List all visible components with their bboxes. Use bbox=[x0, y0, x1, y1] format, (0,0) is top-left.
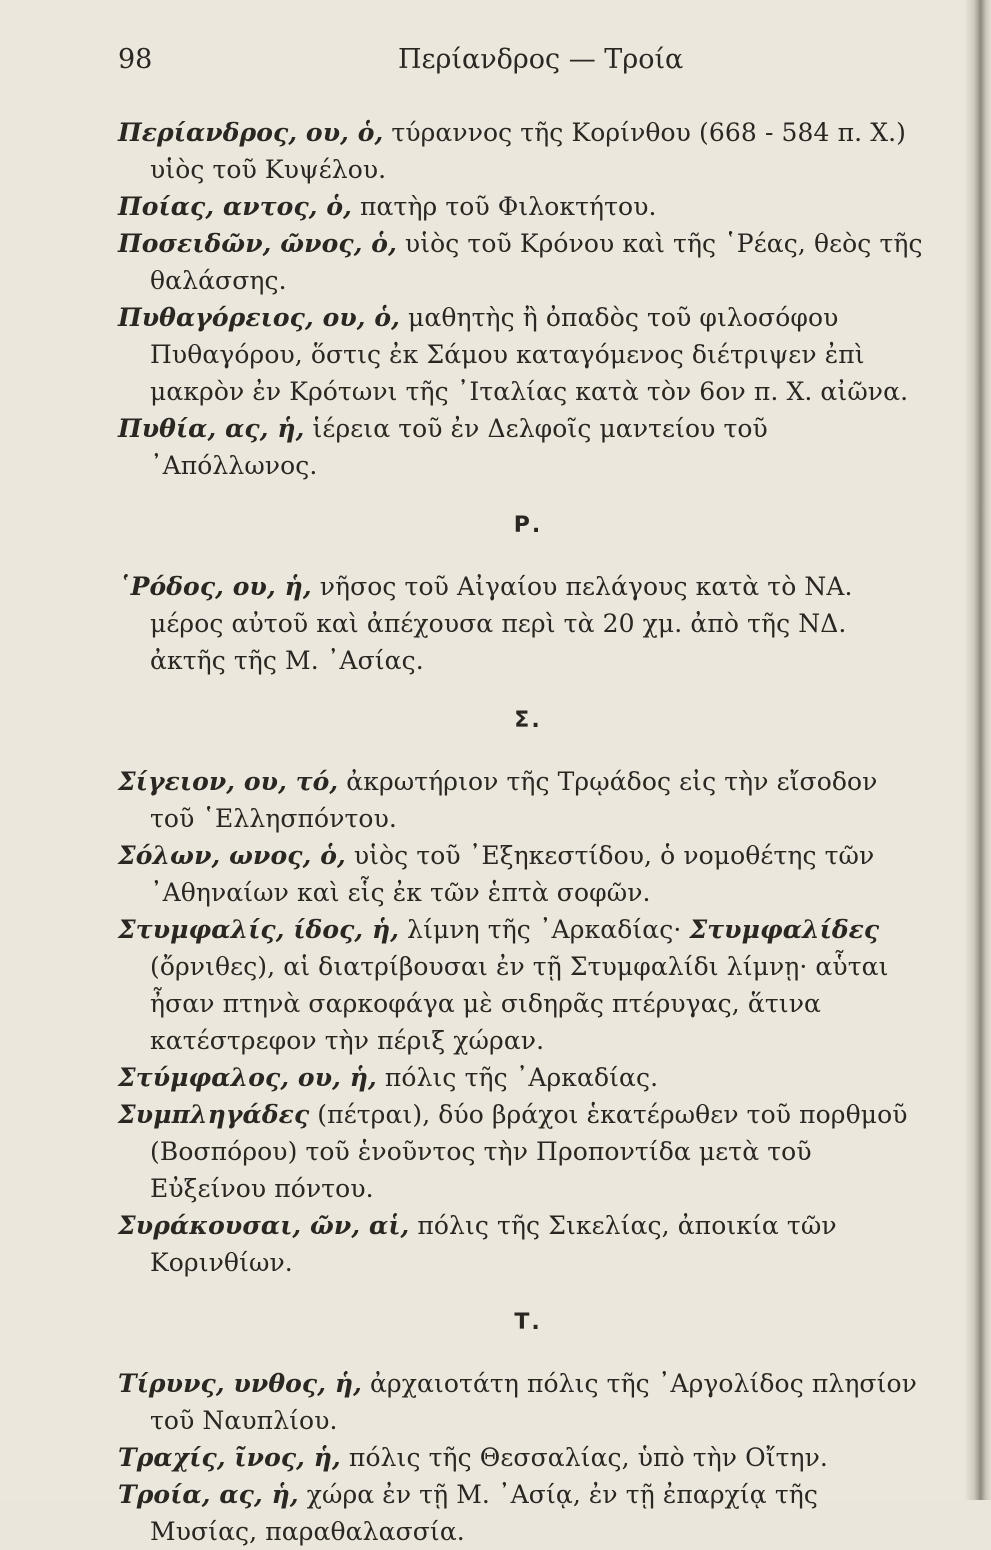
headword: Τραχίς, ῖνος, ἡ, bbox=[118, 1443, 341, 1472]
entry-syrakousai bbox=[118, 1207, 928, 1281]
definition: νῆσος τοῦ Αἰγαίου πελάγους κατὰ τὸ ΝΑ. μέρος αὐτοῦ καὶ ἀπέχουσα περὶ τὰ 20 χμ. ἀπὸ τῆς ΝΔ. ἀκτῆς τῆς Μ. ᾽Ασίας. bbox=[150, 572, 853, 675]
section-letter-sigma: Σ. bbox=[514, 708, 542, 733]
headword: Συράκουσαι, ῶν, αἱ, bbox=[118, 1211, 410, 1240]
headword: ῾Ρόδος, ου, ἡ, bbox=[118, 572, 312, 601]
definition: τύραννος τῆς Κορίνθου (668 - 584 π. Χ.) υἱὸς τοῦ Κυψέλου. bbox=[150, 118, 907, 184]
entry-pythia bbox=[118, 410, 928, 484]
section-letter-rho: Ρ. bbox=[513, 513, 543, 538]
entry-poias bbox=[118, 188, 928, 225]
running-head: Περίανδρος — Τροία bbox=[398, 44, 684, 75]
inline-headword: Στυμφαλίδες bbox=[689, 915, 880, 944]
headword: Πυθία, ας, ἡ, bbox=[118, 414, 305, 443]
entry-poseidon bbox=[118, 225, 928, 299]
section-letter-tau: Τ. bbox=[514, 1310, 542, 1335]
definition: (πέτραι), δύο βράχοι ἑκατέρωθεν τοῦ πορθμοῦ (Βοσπόρου) τοῦ ἑνοῦντος τὴν Προποντίδα μετὰ τοῦ Εὐξείνου πόντου. bbox=[150, 1100, 908, 1203]
headword: Τίρυνς, υνθος, ἡ, bbox=[118, 1369, 362, 1398]
definition: ἀρχαιοτάτη πόλις τῆς ᾽Αργολίδος πλησίον τοῦ Ναυπλίου. bbox=[150, 1369, 917, 1435]
entry-tiryns bbox=[118, 1365, 928, 1439]
definition: μαθητὴς ἢ ὀπαδὸς τοῦ φιλοσόφου Πυθαγόρου, ὅστις ἐκ Σάμου καταγόμενος διέτριψεν ἐπὶ μακρὸν ἐν Κρότωνι τῆς ᾽Ιταλίας κατὰ τὸν 6ον π. Χ. αἰῶνα. bbox=[150, 303, 909, 406]
page-header bbox=[118, 44, 918, 84]
entry-solon bbox=[118, 837, 928, 911]
entry-stymphalis bbox=[118, 911, 928, 1059]
headword: Στυμφαλίς, ίδος, ἡ, bbox=[118, 915, 400, 944]
headword: Ποίας, αντος, ὁ, bbox=[118, 192, 352, 221]
entry-symplegades bbox=[118, 1096, 928, 1207]
definition: χώρα ἐν τῇ Μ. ᾽Ασίᾳ, ἐν τῇ ἐπαρχίᾳ τῆς Μυσίας, παραθαλασσία. bbox=[150, 1480, 818, 1546]
headword: Σίγειον, ου, τό, bbox=[118, 767, 339, 796]
headword: Πυθαγόρειος, ου, ὁ, bbox=[118, 303, 400, 332]
entry-stymphalos bbox=[118, 1059, 928, 1096]
definition: υἱὸς τοῦ ᾽Εξηκεστίδου, ὁ νομοθέτης τῶν ᾽Αθηναίων καὶ εἷς ἐκ τῶν ἑπτὰ σοφῶν. bbox=[150, 841, 875, 907]
headword: Σόλων, ωνος, ὁ, bbox=[118, 841, 346, 870]
page-number: 98 bbox=[118, 44, 153, 75]
headword: Περίανδρος, ου, ὁ, bbox=[118, 118, 384, 147]
definition: ἱέρεια τοῦ ἐν Δελφοῖς μαντείου τοῦ ᾽Απόλλωνος. bbox=[150, 414, 768, 480]
definition: ἀκρωτήριον τῆς Τρῳάδος εἰς τὴν εἴσοδον τοῦ ῾Ελλησπόντου. bbox=[150, 767, 878, 833]
definition: υἱὸς τοῦ Κρόνου καὶ τῆς ῾Ρέας, θεὸς τῆς θαλάσσης. bbox=[150, 229, 923, 295]
headword: Τροία, ας, ἡ, bbox=[118, 1480, 299, 1509]
definition: πατὴρ τοῦ Φιλοκτήτου. bbox=[351, 192, 657, 221]
definition: πόλις τῆς Θεσσαλίας, ὑπὸ τὴν Οἴτην. bbox=[340, 1443, 828, 1472]
entry-sigeion bbox=[118, 763, 928, 837]
entry-rhodos bbox=[118, 568, 928, 679]
headword: Συμπληγάδες bbox=[118, 1100, 310, 1129]
definition-continued: (ὄρνιθες), αἱ διατρίβουσαι ἐν τῇ Στυμφαλίδι λίμνῃ· αὗται ἦσαν πτηνὰ σαρκοφάγα μὲ σιδηρᾶς πτέρυγας, ἅτινα κατέστρεφον τὴν πέριξ χώραν. bbox=[150, 952, 889, 1055]
entry-periandros bbox=[118, 114, 928, 188]
headword: Ποσειδῶν, ῶνος, ὁ, bbox=[118, 229, 397, 258]
page-binding-edge bbox=[965, 0, 991, 1500]
entry-trachis bbox=[118, 1439, 928, 1476]
definition: πόλις τῆς ᾽Αρκαδίας. bbox=[376, 1063, 659, 1092]
definition: πόλις τῆς Σικελίας, ἀποικία τῶν Κορινθίων. bbox=[150, 1211, 837, 1277]
definition: λίμνη τῆς ᾽Αρκαδίας· bbox=[399, 915, 690, 944]
entry-pythagoreios bbox=[118, 299, 928, 410]
headword: Στύμφαλος, ου, ἡ, bbox=[118, 1063, 377, 1092]
entry-troia bbox=[118, 1476, 928, 1550]
dictionary-content bbox=[118, 114, 928, 1550]
